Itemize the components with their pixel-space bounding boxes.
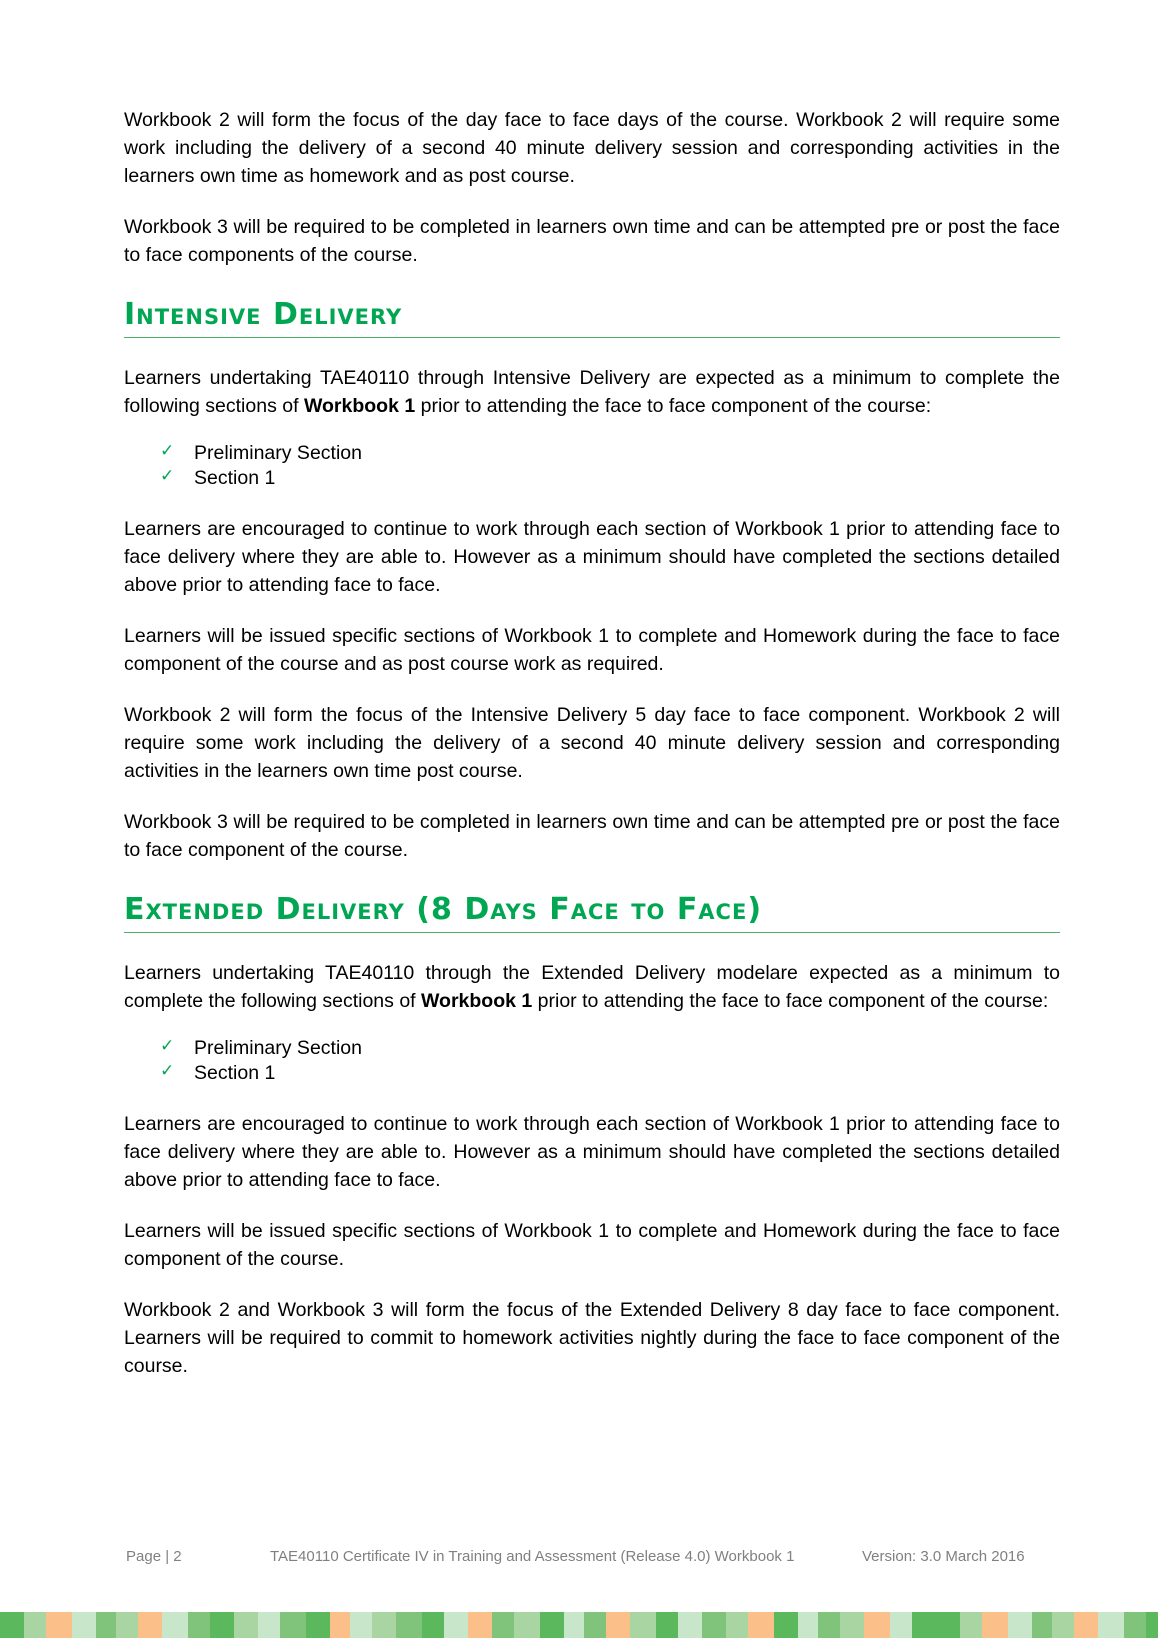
- checklist-item-label: Preliminary Section: [194, 442, 362, 464]
- stripe-segment: [116, 1612, 138, 1638]
- stripe-segment: [1098, 1612, 1124, 1638]
- checklist-item: [124, 1036, 1060, 1061]
- stripe-segment: [306, 1612, 330, 1638]
- footer-page-number: Page | 2: [126, 1548, 182, 1565]
- stripe-segment: [422, 1612, 444, 1638]
- stripe-segment: [280, 1612, 306, 1638]
- stripe-segment: [678, 1612, 702, 1638]
- stripe-segment: [864, 1612, 890, 1638]
- extended-p1-bold-workbook: Workbook 1: [421, 990, 533, 1012]
- stripe-segment: [372, 1612, 396, 1638]
- stripe-segment: [606, 1612, 630, 1638]
- check-icon: ✓: [160, 441, 175, 461]
- extended-paragraph-2: Learners are encouraged to continue to work through each section of Workbook 1 prior to attending face to face delivery where they are able to. However as a minimum should have completed the sections detailed above prior to attending face to face.: [124, 1113, 1060, 1191]
- extended-delivery-heading: Extended Delivery (8 Days Face to Face): [124, 890, 1060, 933]
- extended-checklist: [124, 1036, 1060, 1086]
- stripe-segment: [234, 1612, 258, 1638]
- check-icon: ✓: [160, 1061, 175, 1081]
- stripe-segment: [514, 1612, 540, 1638]
- stripe-segment: [1052, 1612, 1074, 1638]
- extended-paragraph-4: Workbook 2 and Workbook 3 will form the focus of the Extended Delivery 8 day face to face component. Learners will be required to commit to homework activities nightly during the face to face component of the course.: [124, 1299, 1060, 1377]
- stripe-segment: [138, 1612, 162, 1638]
- checklist-item: [124, 466, 1060, 491]
- stripe-segment: [564, 1612, 584, 1638]
- stripe-segment: [818, 1612, 840, 1638]
- stripe-segment: [936, 1612, 960, 1638]
- stripe-segment: [540, 1612, 564, 1638]
- stripe-segment: [24, 1612, 46, 1638]
- stripe-segment: [72, 1612, 96, 1638]
- stripe-segment: [1146, 1612, 1158, 1638]
- intensive-checklist: [124, 441, 1060, 491]
- stripe-segment: [444, 1612, 468, 1638]
- stripe-segment: [748, 1612, 774, 1638]
- stripe-segment: [960, 1612, 982, 1638]
- stripe-segment: [890, 1612, 912, 1638]
- document-body: [124, 106, 1060, 1403]
- check-icon: ✓: [160, 1036, 175, 1056]
- checklist-item-label: Section 1: [194, 467, 276, 489]
- extended-paragraph-1: [124, 959, 1060, 1015]
- stripe-segment: [162, 1612, 188, 1638]
- stripe-segment: [774, 1612, 798, 1638]
- intensive-paragraph-5: Workbook 3 will be required to be completed in learners own time and can be attempted pre or post the face to face component of the course.: [124, 811, 1060, 861]
- stripe-segment: [702, 1612, 726, 1638]
- stripe-segment: [656, 1612, 678, 1638]
- intensive-p1-text-before: Learners undertaking TAE40110 through Intensive Delivery are expected as a minimum to complete the following sections of: [124, 367, 1060, 417]
- intensive-p1-text-after: prior to attending the face to face component of the course:: [415, 395, 932, 417]
- stripe-segment: [1008, 1612, 1032, 1638]
- stripe-segment: [258, 1612, 280, 1638]
- stripe-segment: [1032, 1612, 1052, 1638]
- footer-document-title: TAE40110 Certificate IV in Training and Assessment (Release 4.0) Workbook 1: [270, 1548, 795, 1565]
- decorative-color-stripe: [0, 1612, 1158, 1638]
- stripe-segment: [1074, 1612, 1098, 1638]
- stripe-segment: [468, 1612, 492, 1638]
- extended-p1-text-before: Learners undertaking TAE40110 through the Extended Delivery modelare expected as a minimum to complete the following sections of: [124, 962, 1060, 1012]
- stripe-segment: [330, 1612, 350, 1638]
- checklist-item: [124, 1061, 1060, 1086]
- stripe-segment: [1124, 1612, 1146, 1638]
- extended-paragraph-3: Learners will be issued specific sections of Workbook 1 to complete and Homework during the face to face component of the course.: [124, 1220, 1060, 1270]
- stripe-segment: [798, 1612, 818, 1638]
- stripe-segment: [350, 1612, 372, 1638]
- stripe-segment: [726, 1612, 748, 1638]
- stripe-segment: [46, 1612, 72, 1638]
- stripe-segment: [912, 1612, 936, 1638]
- checklist-item-label: Preliminary Section: [194, 1037, 362, 1059]
- intensive-p1-bold-workbook: Workbook 1: [303, 395, 416, 417]
- stripe-segment: [982, 1612, 1008, 1638]
- check-icon: ✓: [160, 466, 175, 486]
- stripe-segment: [584, 1612, 606, 1638]
- stripe-segment: [630, 1612, 656, 1638]
- intensive-paragraph-2: Learners are encouraged to continue to work through each section of Workbook 1 prior to attending face to face delivery where they are able to. However as a minimum should have completed the sections detailed above prior to attending face to face.: [124, 518, 1060, 596]
- intensive-paragraph-4: Workbook 2 will form the focus of the Intensive Delivery 5 day face to face component. Workbook 2 will require some work including the delivery of a second 40 minute delivery session and corresponding activities in the learners own time post course.: [124, 704, 1060, 782]
- intensive-delivery-heading: Intensive Delivery: [124, 295, 1060, 338]
- stripe-segment: [396, 1612, 422, 1638]
- intensive-paragraph-3: Learners will be issued specific sections of Workbook 1 to complete and Homework during the face to face component of the course and as post course work as required.: [124, 625, 1060, 675]
- stripe-segment: [492, 1612, 514, 1638]
- footer-version: Version: 3.0 March 2016: [862, 1548, 1025, 1565]
- stripe-segment: [840, 1612, 864, 1638]
- intro-paragraph-1: Workbook 2 will form the focus of the day face to face days of the course. Workbook 2 will require some work including the delivery of a second 40 minute delivery session and corresponding activities in the learners own time as homework and as post course.: [124, 109, 1060, 187]
- stripe-segment: [188, 1612, 210, 1638]
- intensive-paragraph-1: [124, 364, 1060, 420]
- extended-p1-text-after: prior to attending the face to face component of the course:: [532, 990, 1049, 1012]
- checklist-item-label: Section 1: [194, 1062, 276, 1084]
- intro-paragraph-2: Workbook 3 will be required to be completed in learners own time and can be attempted pre or post the face to face components of the course.: [124, 216, 1060, 266]
- stripe-segment: [96, 1612, 116, 1638]
- stripe-segment: [210, 1612, 234, 1638]
- checklist-item: [124, 441, 1060, 466]
- stripe-segment: [0, 1612, 24, 1638]
